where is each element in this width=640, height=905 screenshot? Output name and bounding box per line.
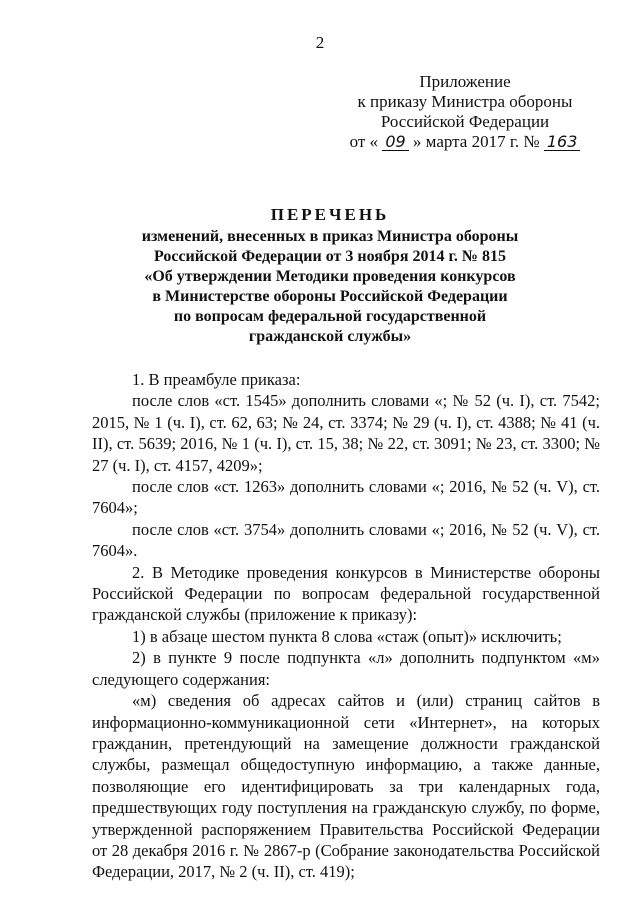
paragraph-item: после слов «ст. 1545» дополнить словами «; № 52 (ч. I), ст. 7542; 2015, № 1 (ч. I), ст. 62, 63; № 24, ст. 3374; № 29 (ч. I), ст. 4388; № 41 (ч. II), ст. 5639; 2016, № 1 (ч. I), ст. 15, 38; № 22, ст. 3091; № 23, ст. 3300; № 27 (ч. I), ст. 4157, 4209»;	[92, 391, 600, 475]
appendix-line-2: к приказу Министра обороны	[357, 92, 573, 111]
appendix-block	[330, 72, 600, 152]
page-number: 2	[315, 33, 325, 52]
date-prefix: от «	[349, 132, 379, 151]
appendix-date-line	[330, 132, 600, 152]
date-mid: » марта 2017 г. №	[412, 132, 540, 151]
title-line-4: в Министерстве обороны Российской Федерации	[152, 288, 508, 305]
paragraph-item: «м) сведения об адресах сайтов и (или) страниц сайтов в информационно-коммуникационной сети «Интернет», на которых гражданин, претендующий на замещение должности гражданской службы, размещал общедоступную информацию, а также данные, позволяющие его идентифицировать за три календарных года, предшествующих году поступления на гражданскую службу, по форме, утвержденной распоряжением Правительства Российской Федерации от 28 декабря 2016 г. № 2867-р (Собрание законодательства Российской Федерации, 2017, № 2 (ч. II), ст. 419);	[92, 691, 600, 882]
title-line-2: Российской Федерации от 3 ноября 2014 г. № 815	[153, 248, 507, 265]
title-line-1: изменений, внесенных в приказ Министра обороны	[141, 228, 519, 245]
paragraph-item: после слов «ст. 1263» дополнить словами «; 2016, № 52 (ч. V), ст. 7604»;	[92, 477, 600, 518]
paragraph-item: 1) в абзаце шестом пункта 8 слова «стаж (опыт)» исключить;	[132, 626, 562, 646]
title-line-3: «Об утверждении Методики проведения конкурсов	[144, 268, 516, 285]
paragraph-item: после слов «ст. 3754» дополнить словами «; 2016, № 52 (ч. V), ст. 7604».	[92, 519, 600, 561]
appendix-line-3: Российской Федерации	[380, 112, 550, 131]
paragraph-methodology: 2. В Методике проведения конкурсов в Министерстве обороны Российской Федерации по вопросам федеральной государственной гражданской службы (приложение к приказу):	[92, 562, 600, 625]
document-body	[92, 369, 600, 883]
appendix-line-1: Приложение	[419, 72, 511, 91]
title-line-6: гражданской службы»	[248, 328, 412, 345]
title-heading: ПЕРЕЧЕНЬ	[270, 205, 390, 224]
paragraph-item: 2) в пункте 9 после подпункта «л» дополнить подпунктом «м» следующего содержания:	[92, 648, 600, 689]
document-title	[110, 205, 550, 347]
handwritten-day: 09	[382, 134, 408, 151]
paragraph-preamble: 1. В преамбуле приказа:	[132, 370, 301, 389]
title-line-5: по вопросам федеральной государственной	[173, 308, 487, 325]
handwritten-order-number: 163	[544, 134, 581, 151]
